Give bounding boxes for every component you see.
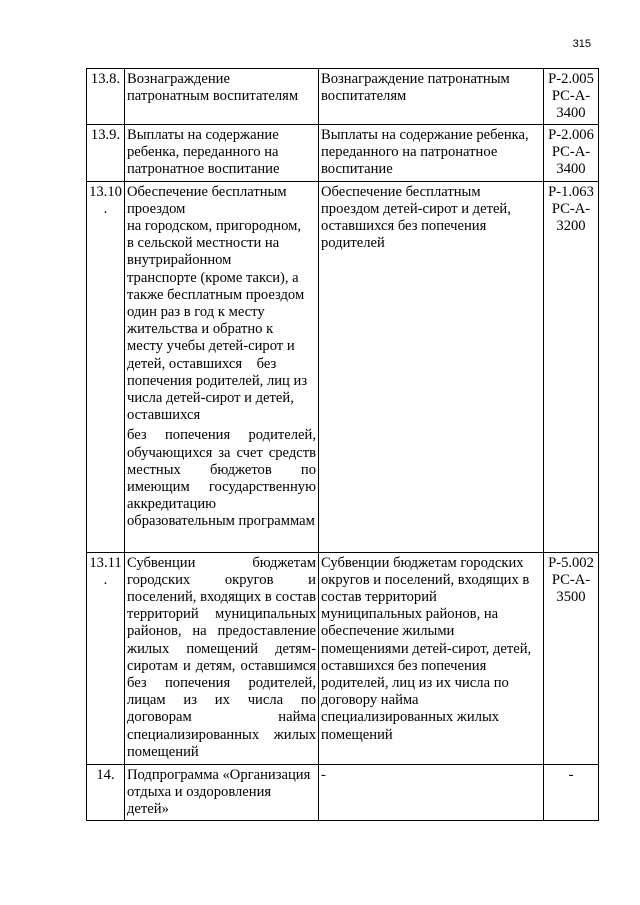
item-description — [319, 552, 544, 764]
text-line: Обеспечение бесплатным — [321, 183, 481, 200]
text-line: помещениями детей-сирот, детей, — [321, 640, 532, 657]
item-description — [319, 69, 544, 125]
text-line: оставшихся — [127, 407, 201, 424]
item-code — [544, 552, 599, 764]
table-row — [87, 764, 599, 820]
text-line: специализированных жилых — [321, 709, 500, 726]
item-description — [319, 124, 544, 181]
budget-table — [86, 68, 599, 821]
text-line: патронатное воспитание — [127, 161, 280, 178]
code-line: 3200 — [556, 218, 586, 235]
text-line: числа детей-сирот и детей, — [127, 390, 294, 407]
text-line: месту учебы детей-сирот и — [127, 338, 295, 355]
code-line: Р-1.063 — [548, 183, 594, 200]
text-line: оставшихся без попечения — [321, 218, 487, 235]
text-line: воспитание — [321, 161, 393, 178]
table-row — [87, 181, 599, 552]
code-line: Р-2.006 — [548, 126, 594, 143]
text-line: внутрирайонном — [127, 252, 232, 269]
row-number — [87, 181, 125, 552]
code-line: 3400 — [556, 105, 586, 122]
text-line: детей» — [127, 801, 169, 818]
row-number: 13.9. — [87, 124, 125, 181]
text-line: обеспечение жилыми — [321, 623, 455, 640]
text-line: попечения родителей, лиц из — [127, 372, 308, 389]
table-row — [87, 552, 599, 764]
text-line: проездом детей-сирот и детей, — [321, 200, 511, 217]
text-line: ребенка, переданного на — [127, 143, 279, 160]
item-code — [544, 69, 599, 125]
row-number: 13.8. — [87, 69, 125, 125]
text-line: Выплаты на содержание ребенка, — [321, 126, 529, 143]
item-name — [125, 124, 319, 181]
item-name — [125, 552, 319, 764]
text-line: Вознаграждение — [127, 71, 230, 87]
page-number: 315 — [572, 38, 591, 50]
text-line: помещений — [321, 726, 393, 743]
item-name — [125, 764, 319, 820]
text-line: Подпрограмма «Организация — [127, 766, 311, 783]
code-line: РС-А- — [551, 571, 591, 588]
text-line: Субвенции бюджетам городских — [321, 554, 524, 571]
text-line: оставшихся без попечения — [321, 657, 487, 674]
code-line: Р-5.002 — [548, 554, 594, 571]
table-row — [87, 124, 599, 181]
text-line: Вознаграждение патронатным — [321, 71, 510, 87]
text-line: состав территорий — [321, 589, 437, 606]
item-description — [319, 181, 544, 552]
item-name — [125, 181, 319, 552]
text-line: муниципальных районов, на — [321, 606, 499, 623]
code-line: 3500 — [556, 589, 586, 606]
text-line: отдыха и оздоровления — [127, 783, 272, 800]
text-line: патронатным воспитателям — [127, 88, 299, 105]
text-line: переданного на патронатное — [321, 143, 498, 160]
item-code: - — [544, 764, 599, 820]
text-line: на городском, пригородном, — [127, 218, 301, 235]
row-number-line: 13.11 — [89, 554, 122, 571]
item-name — [125, 69, 319, 125]
code-line: РС-А- — [551, 88, 591, 105]
text-paragraph: Субвенции бюджетам городских округов и поселений, входящих в состав территорий муниципальных районов, на предоставление жилых помещений детям-сиротам и детям, оставшимся без попечения родителей, лицам из их числа по договорам найма специализированных жилых помещений — [127, 554, 316, 760]
text-line: договору найма — [321, 692, 419, 709]
text-line: воспитателям — [321, 88, 407, 105]
text-line: родителей, лиц из их числа по — [321, 675, 509, 692]
code-line: 3400 — [556, 161, 586, 178]
item-code — [544, 181, 599, 552]
table-row — [87, 69, 599, 125]
item-code — [544, 124, 599, 181]
text-line: один раз в год к месту — [127, 304, 265, 321]
code-line: РС-А- — [551, 143, 591, 160]
text-paragraph: без попечения родителей, обучающихся за счет средств местных бюджетов по имеющим государственную аккредитацию образовательным программам — [127, 427, 316, 530]
text-line: транспорте (кроме такси), а — [127, 269, 299, 286]
text-line: проездом — [127, 200, 186, 217]
code-line: РС-А- — [551, 200, 591, 217]
row-number-line: 13.10 — [89, 183, 122, 200]
text-line: родителей — [321, 235, 385, 252]
row-number-line: . — [103, 571, 108, 588]
text-line: также бесплатным проездом — [127, 286, 305, 303]
text-line: Выплаты на содержание — [127, 126, 279, 143]
item-description: - — [319, 764, 544, 820]
text-line: округов и поселений, входящих в — [321, 571, 530, 588]
row-number: 14. — [87, 764, 125, 820]
text-line: Обеспечение бесплатным — [127, 183, 287, 200]
text-line: в сельской местности на — [127, 235, 280, 252]
code-line: Р-2.005 — [548, 71, 594, 87]
text-line: детей, оставшихся без — [127, 355, 277, 372]
row-number — [87, 552, 125, 764]
text-line: жительства и обратно к — [127, 321, 274, 338]
row-number-line: . — [103, 200, 108, 217]
